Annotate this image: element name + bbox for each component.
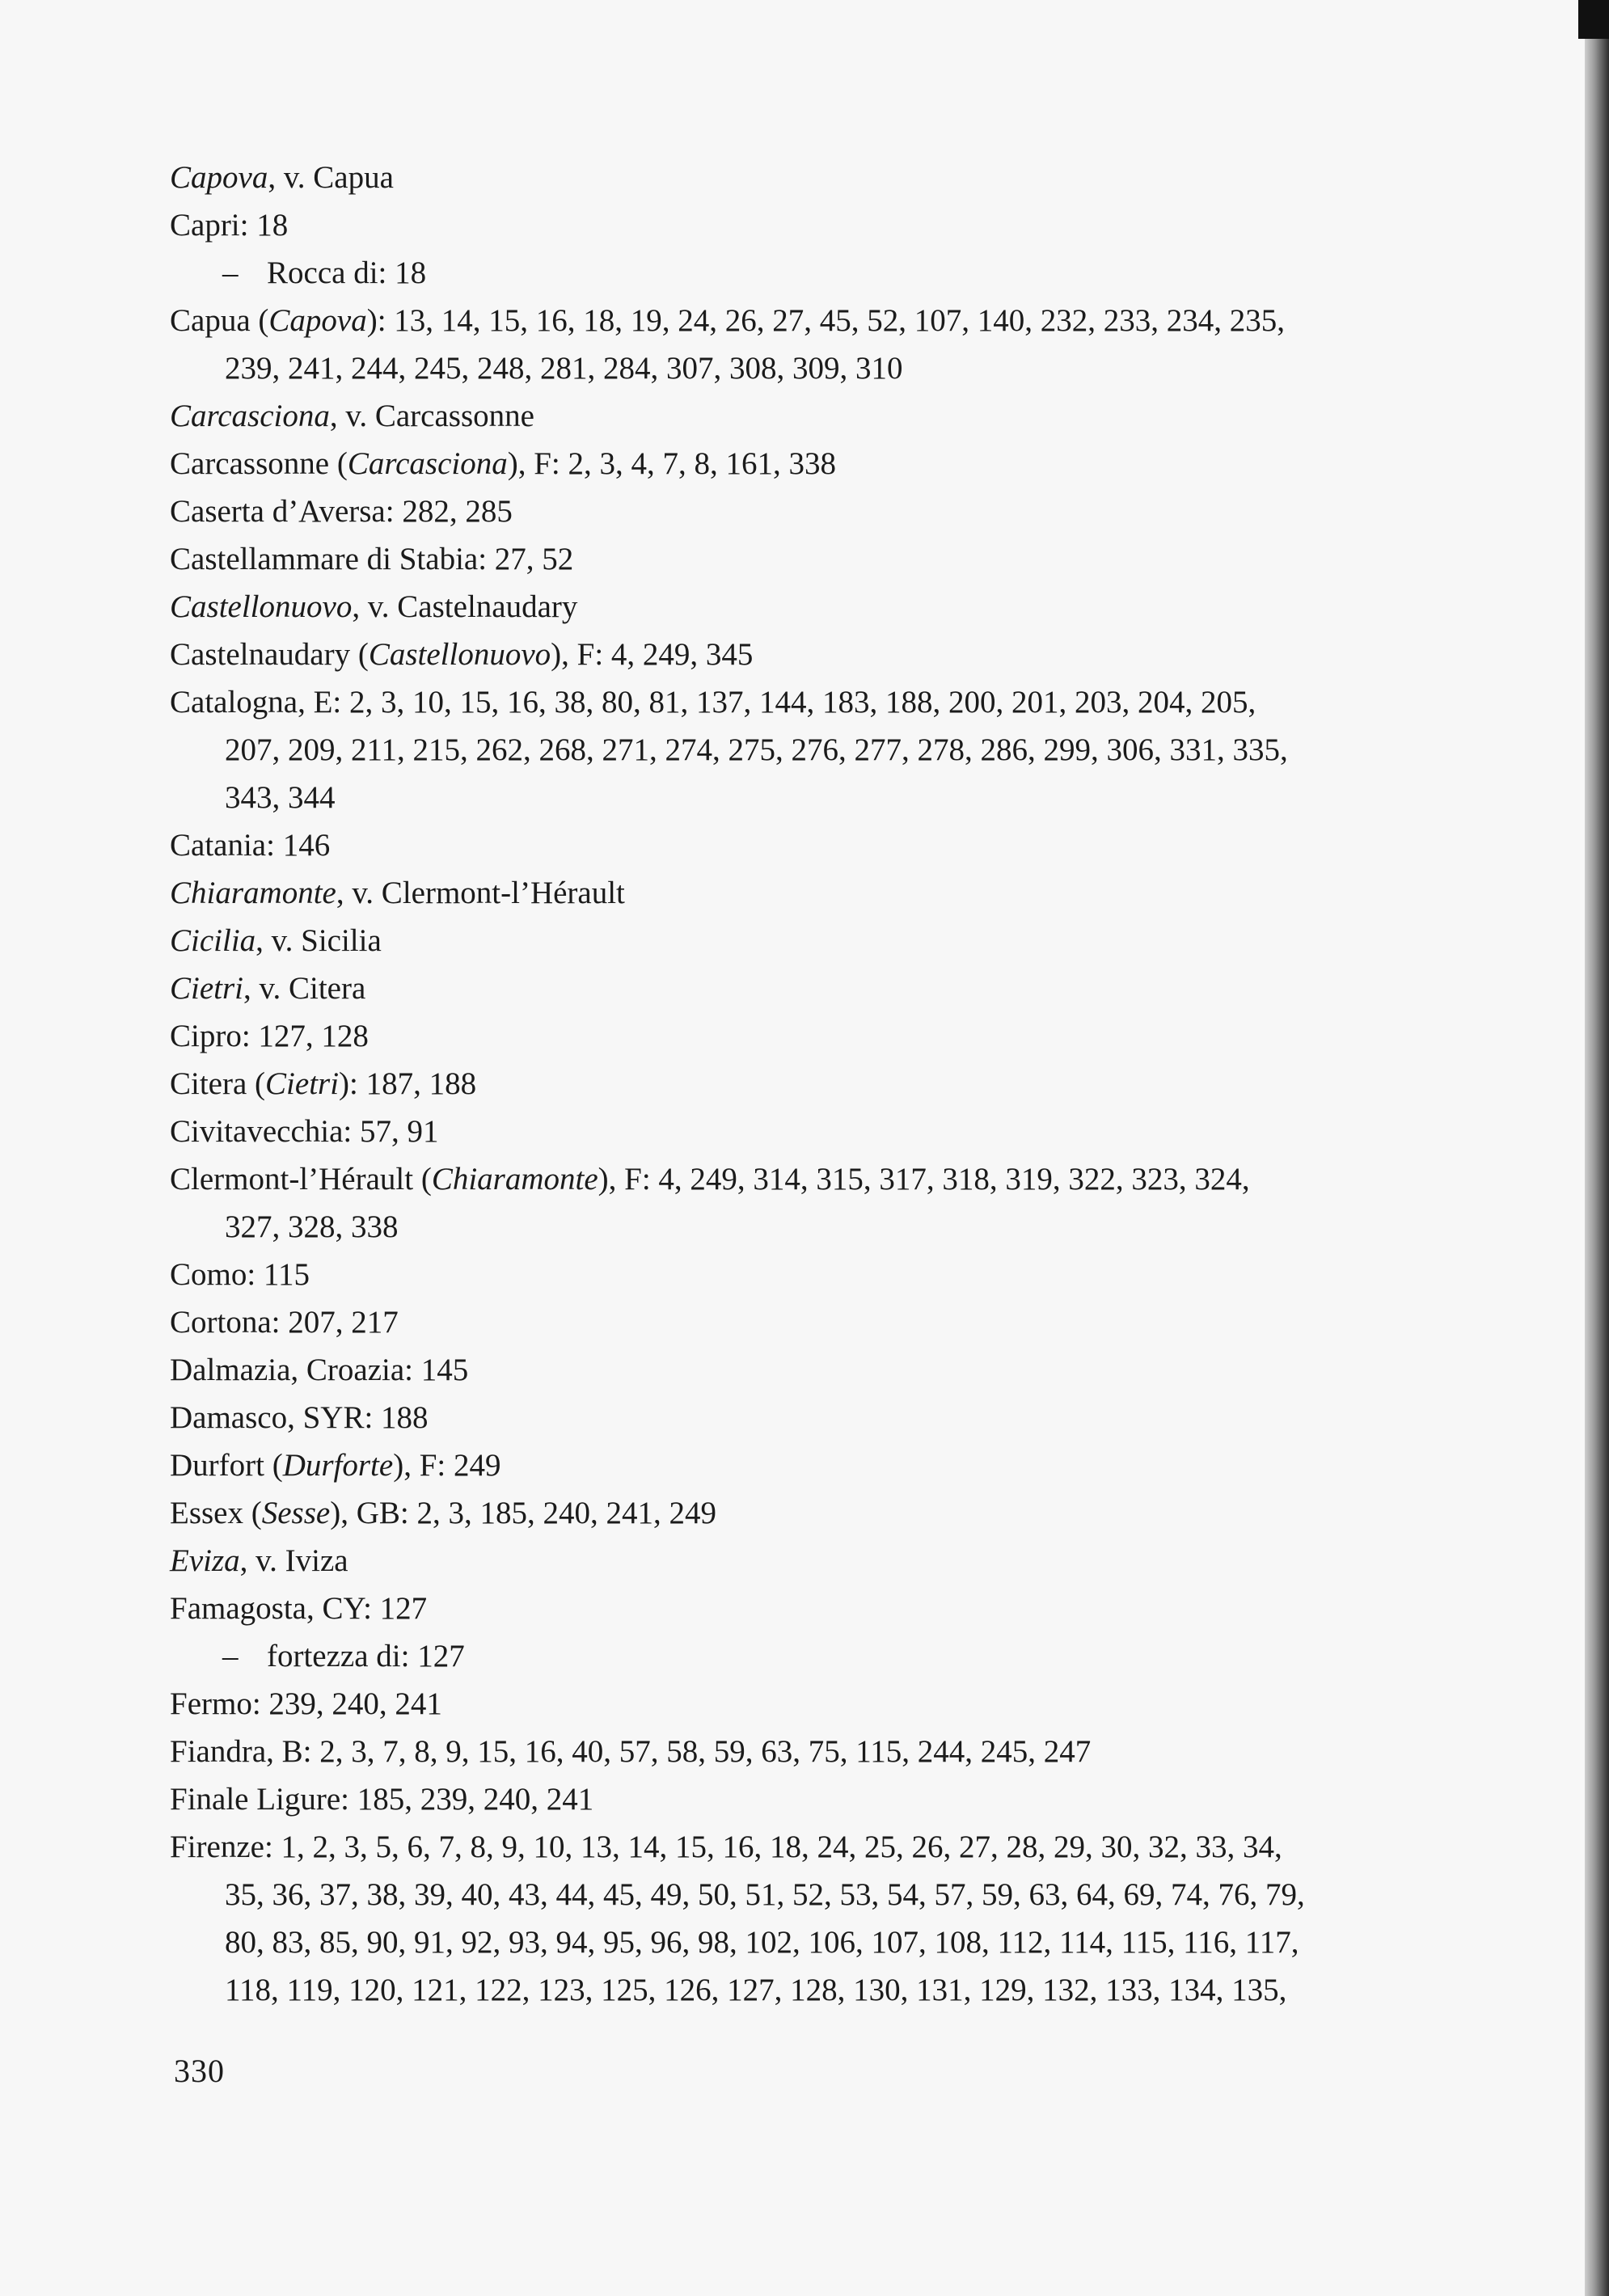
entry-text: Fiandra, B: 2, 3, 7, 8, 9, 15, 16, 40, 57, 58, 59, 63, 75, 115, 244, 245, 247 [170,1734,1092,1769]
page-edge-shadow [1585,0,1609,2296]
index-entry [170,631,1463,678]
place-name-variant: Sesse [261,1496,331,1530]
entry-continuation-line: 327, 328, 338 [225,1209,399,1244]
entry-text: , v. Clermont-l’Hérault [336,876,625,910]
index-entry [170,1585,1463,1632]
place-name-variant: Carcasciona [347,446,508,481]
index-entry [170,392,1463,440]
entry-text: ), F: 4, 249, 314, 315, 317, 318, 319, 322, 323, 324, [598,1162,1250,1197]
index-entry [170,440,1463,487]
entry-continuation-line: 207, 209, 211, 215, 262, 268, 271, 274, 275, 276, 277, 278, 286, 299, 306, 331, 335, [225,732,1288,767]
scan-corner [1578,0,1609,39]
subentry-text: Rocca di: 18 [267,255,427,290]
place-name-variant: Capova [170,160,268,195]
entry-text: Firenze: 1, 2, 3, 5, 6, 7, 8, 9, 10, 13, 14, 15, 16, 18, 24, 25, 26, 27, 28, 29, 30, 32, 33, 34, [170,1830,1282,1864]
index-entry [170,869,1463,917]
subentry-dash: – [222,255,239,290]
entry-text: Como: 115 [170,1257,310,1292]
index-entry [170,1728,1463,1775]
entry-text: ), F: 249 [393,1448,501,1483]
entry-text: Clermont-l’Hérault ( [170,1162,432,1197]
index-entry [170,1012,1463,1060]
place-name-variant: Carcasciona [170,399,330,433]
page-number: 330 [174,2053,225,2089]
entry-text: Citera ( [170,1066,266,1101]
index-entry [170,1441,1463,1489]
entry-text: Fermo: 239, 240, 241 [170,1686,442,1721]
entry-continuation-line: 343, 344 [225,780,336,815]
entry-text: ): 187, 188 [339,1066,477,1101]
index-entry [170,917,1463,964]
entry-text: , v. Iviza [239,1543,348,1578]
index-entry [170,1823,1463,2014]
entry-continuation-line: 239, 241, 244, 245, 248, 281, 284, 307, 308, 309, 310 [225,351,903,386]
index-entry [170,678,1463,821]
index-entry [170,297,1463,392]
place-name-variant: Castellonuovo [170,589,353,624]
entry-text: Cortona: 207, 217 [170,1305,399,1340]
place-name-variant: Castellonuovo [368,637,551,672]
index-entry [170,201,1463,249]
index-entry [170,1537,1463,1585]
index-entry [170,1680,1463,1728]
index-subentry [170,249,1463,297]
index-entry [170,487,1463,535]
index-entry [170,154,1463,201]
index-entry [170,1060,1463,1108]
index-subentry [170,1632,1463,1680]
entry-text: Finale Ligure: 185, 239, 240, 241 [170,1782,594,1817]
entry-continuation-line: 80, 83, 85, 90, 91, 92, 93, 94, 95, 96, 98, 102, 106, 107, 108, 112, 114, 115, 116, 117, [225,1925,1299,1960]
entry-text: Famagosta, CY: 127 [170,1591,428,1626]
entry-text: Carcassonne ( [170,446,348,481]
entry-continuation-line: 35, 36, 37, 38, 39, 40, 43, 44, 45, 49, 50, 51, 52, 53, 54, 57, 59, 63, 64, 69, 74, 76, 79, [225,1877,1305,1912]
index-entry [170,1346,1463,1394]
entry-text: Essex ( [170,1496,262,1530]
index-entry [170,1251,1463,1298]
place-name-variant: Cicilia [170,923,256,958]
place-name-variant: Cietri [170,971,244,1006]
entry-text: Capua ( [170,303,269,338]
entry-text: Catania: 146 [170,828,331,863]
index-entry [170,1155,1463,1251]
entry-continuation-line: 118, 119, 120, 121, 122, 123, 125, 126, 127, 128, 130, 131, 129, 132, 133, 134, 135, [225,1973,1287,2007]
index-entry [170,1775,1463,1823]
entry-text: Capri: 18 [170,208,289,243]
entry-text: Damasco, SYR: 188 [170,1400,429,1435]
entry-text: , v. Castelnaudary [352,589,578,624]
entry-text: , v. Citera [243,971,366,1006]
index-entry [170,1394,1463,1441]
entry-text: Cipro: 127, 128 [170,1019,369,1053]
index-entry [170,583,1463,631]
entry-text: ): 13, 14, 15, 16, 18, 19, 24, 26, 27, 45, 52, 107, 140, 232, 233, 234, 235, [366,303,1286,338]
place-name-variant: Capova [268,303,367,338]
index-entry [170,964,1463,1012]
entry-text: ), F: 2, 3, 4, 7, 8, 161, 338 [507,446,836,481]
entry-text: Civitavecchia: 57, 91 [170,1114,439,1149]
index-entry [170,1298,1463,1346]
place-name-variant: Chiaramonte [431,1162,598,1197]
place-name-variant: Durforte [282,1448,394,1483]
subentry-dash: – [222,1639,239,1673]
place-name-variant: Chiaramonte [170,876,336,910]
entry-text: ), F: 4, 249, 345 [551,637,754,672]
entry-text: , v. Carcassonne [329,399,534,433]
entry-text: Caserta d’Aversa: 282, 285 [170,494,513,529]
index-entry [170,1108,1463,1155]
index-entry [170,1489,1463,1537]
subentry-text: fortezza di: 127 [267,1639,465,1673]
entry-text: Castellammare di Stabia: 27, 52 [170,542,574,576]
place-name-variant: Eviza [170,1543,240,1578]
entry-text: Castelnaudary ( [170,637,369,672]
entry-text: Dalmazia, Croazia: 145 [170,1353,469,1387]
entry-text: Catalogna, E: 2, 3, 10, 15, 16, 38, 80, 81, 137, 144, 183, 188, 200, 201, 203, 204, 205, [170,685,1256,720]
entry-text: ), GB: 2, 3, 185, 240, 241, 249 [330,1496,716,1530]
entry-text: , v. Sicilia [255,923,382,958]
index-entry [170,821,1463,869]
entry-text: Durfort ( [170,1448,283,1483]
index-entries [170,154,1463,2014]
index-entry [170,535,1463,583]
place-name-variant: Cietri [265,1066,340,1101]
entry-text: , v. Capua [268,160,394,195]
